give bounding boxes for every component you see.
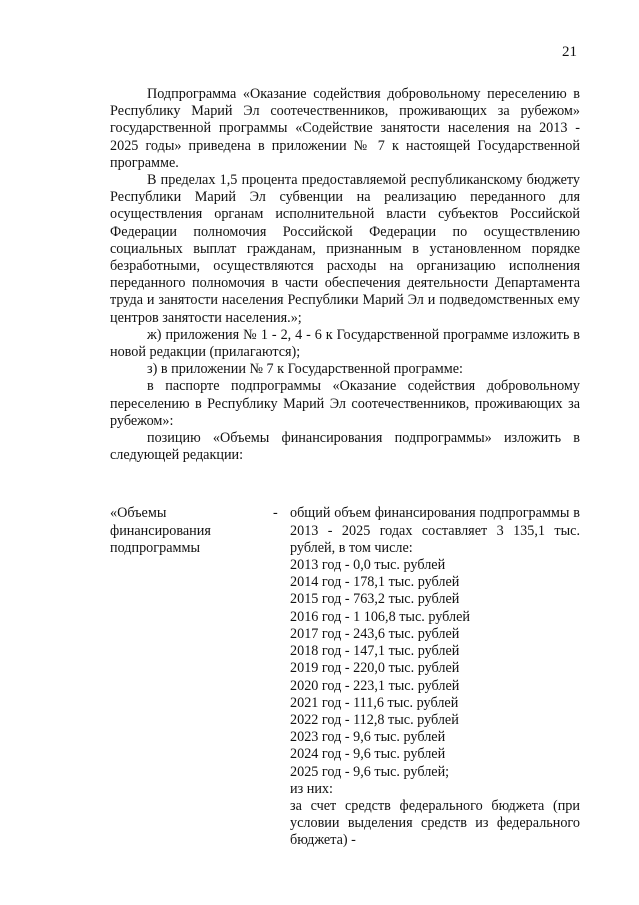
label-line (110, 505, 270, 522)
paragraph-subvention: В пределах 1,5 процента предоставляемой республиканскому бюджету Республики Марий Эл субвенции на реализацию переданного для осуществления органам исполнительной власти субъектов Российской Федерации полномочия Российской Федерации по осуществлению социальных выплат гражданам, признанным в установленном порядке безработными, осуществляются расходы на организацию исполнения переданного полномочия в части обеспечения деятельности Департамента труда и занятости населения Республики Марий Эл и подведомственных ему центров занятости населения.»; (110, 172, 580, 326)
federal-budget-note: за счет средств федерального бюджета (при условии выделения средств из федерального бюджета) - (290, 797, 580, 849)
financing-label (110, 505, 270, 557)
year-amount: 2022 год - 112,8 тыс. рублей (290, 711, 459, 728)
spacer (110, 464, 580, 505)
financing-values (290, 505, 580, 849)
label-line: подпрограммы (110, 539, 200, 556)
paragraph-item-z: з) в приложении № 7 к Государственной программе: (147, 361, 463, 378)
year-amount: 2020 год - 223,1 тыс. рублей (290, 677, 460, 694)
page-number: 21 (562, 44, 577, 60)
document-body (110, 86, 580, 850)
label-dash: - (273, 505, 278, 522)
paragraph-subprogram-reference: Подпрограмма «Оказание содействия добровольному переселению в Республику Марий Эл соотечественников, проживающих за рубежом» государственной программы «Содействие занятости населения на 2013 - 2025 годы» приведена в приложении № 7 к настоящей Государственной программе. (110, 86, 580, 171)
year-amount: 2018 год - 147,1 тыс. рублей (290, 643, 460, 660)
paragraph-item-zh: ж) приложения № 1 - 2, 4 - 6 к Государственной программе изложить в новой редакции (прилагаются); (110, 326, 580, 361)
year-amount: 2023 год - 9,6 тыс. рублей (290, 729, 446, 746)
paragraph-passport: в паспорте подпрограммы «Оказание содействия добровольному переселению в Республику Марий Эл соотечественников, проживающих за рубежом»: (110, 378, 580, 429)
year-amount: 2024 год - 9,6 тыс. рублей (290, 746, 446, 763)
label-text: «Объемы (110, 505, 167, 522)
year-amount: 2013 год - 0,0 тыс. рублей (290, 557, 446, 574)
year-amount: 2021 год - 111,6 тыс. рублей (290, 694, 459, 711)
year-amount: 2019 год - 220,0 тыс. рублей (290, 660, 460, 677)
of-them-label: из них: (290, 780, 333, 797)
label-line: финансирования (110, 522, 211, 539)
year-amount: 2017 год - 243,6 тыс. рублей (290, 625, 460, 642)
year-amount: 2025 год - 9,6 тыс. рублей; (290, 763, 450, 780)
financing-table (110, 505, 580, 849)
financing-intro: общий объем финансирования подпрограммы в 2013 - 2025 годах составляет 3 135,1 тыс. рублей, в том числе: (290, 505, 580, 556)
year-amount: 2014 год - 178,1 тыс. рублей (290, 574, 460, 591)
year-amount: 2016 год - 1 106,8 тыс. рублей (290, 608, 470, 625)
year-amount: 2015 год - 763,2 тыс. рублей (290, 591, 460, 608)
paragraph-position: позицию «Объемы финансирования подпрограммы» изложить в следующей редакции: (110, 430, 580, 464)
